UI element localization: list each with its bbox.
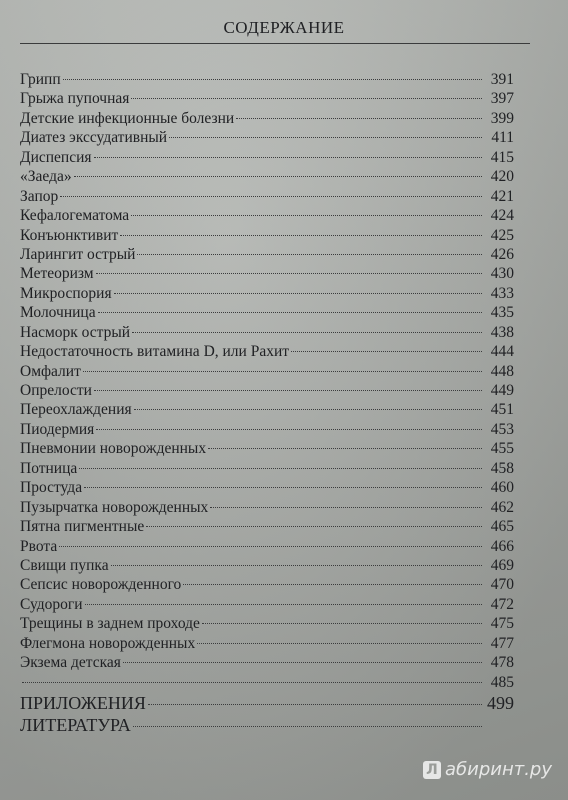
dot-leader xyxy=(183,584,482,585)
toc-entry-page: 438 xyxy=(490,323,514,341)
toc-entry-page: 433 xyxy=(490,284,514,302)
toc-entry xyxy=(20,89,514,108)
toc-entry-title: Экзема детская xyxy=(20,654,121,672)
dot-leader xyxy=(123,662,482,663)
dot-leader xyxy=(83,371,482,372)
toc-entry-title: Свищи пупка xyxy=(20,556,109,574)
toc-entry xyxy=(20,517,514,536)
toc-entry xyxy=(20,70,514,89)
toc-entry-title: Диатез экссудативный xyxy=(20,129,168,147)
dot-leader xyxy=(146,526,482,527)
toc-entry-page: 478 xyxy=(490,654,514,672)
toc-entry-title: Кефалогематома xyxy=(20,207,130,225)
toc-entry-page: 453 xyxy=(490,420,514,438)
toc-entry-page: 435 xyxy=(490,304,514,322)
toc-entry-page: 462 xyxy=(490,498,514,516)
dot-leader xyxy=(114,293,482,294)
dot-leader xyxy=(79,468,482,469)
toc-entry xyxy=(20,226,514,245)
toc-entry-page: 475 xyxy=(490,615,514,633)
toc-entry xyxy=(20,498,514,517)
toc-entry xyxy=(20,362,514,381)
toc-entry-page: 448 xyxy=(490,362,514,380)
toc-entry-title: Потница xyxy=(20,459,78,477)
toc-entry-title: Простуда xyxy=(20,479,83,497)
toc-entry-page: 430 xyxy=(490,265,514,283)
dot-leader xyxy=(94,390,482,391)
toc-entry-title: Пятна пигментные xyxy=(20,518,145,536)
toc-entry xyxy=(20,420,514,439)
dot-leader xyxy=(22,682,482,683)
toc-entry-title: Переохлаждения xyxy=(20,401,132,419)
toc-entry-title: Грипп xyxy=(20,71,61,88)
toc-entry-title: Грыжа пупочная xyxy=(20,90,130,108)
dot-leader xyxy=(96,429,482,430)
dot-leader xyxy=(148,704,482,705)
dot-leader xyxy=(96,273,482,274)
dot-leader xyxy=(132,332,482,333)
labirint-logo-icon: Л xyxy=(423,761,441,779)
dot-leader xyxy=(74,176,482,177)
toc-entry-page: 460 xyxy=(490,479,514,497)
toc-entry xyxy=(20,109,514,128)
toc-entry xyxy=(20,714,514,736)
toc-entry-title: ЛИТЕРАТУРА xyxy=(20,715,131,735)
toc-entry-page: 455 xyxy=(490,440,514,458)
toc-entry xyxy=(20,692,514,714)
dot-leader xyxy=(133,726,482,727)
toc-entry xyxy=(20,400,514,419)
toc-entry xyxy=(20,187,514,206)
toc-entry-title: Конъюнктивит xyxy=(20,226,119,244)
toc-entry-page: 499 xyxy=(487,693,514,713)
toc-entry xyxy=(20,478,514,497)
header-rule xyxy=(20,43,530,44)
toc-entry-page: 415 xyxy=(490,148,514,166)
toc-entry xyxy=(20,614,514,633)
toc-entry xyxy=(20,575,514,594)
dot-leader xyxy=(131,98,482,99)
dot-leader xyxy=(197,643,482,644)
dot-leader xyxy=(60,196,482,197)
toc-entry xyxy=(20,303,514,322)
toc-entry xyxy=(20,284,514,303)
toc-entry xyxy=(20,439,514,458)
dot-leader xyxy=(63,79,482,80)
toc-entry xyxy=(20,459,514,478)
toc-entry-page: 477 xyxy=(490,634,514,652)
toc-entry-title: Пиодермия xyxy=(20,420,95,438)
dot-leader xyxy=(59,546,482,547)
page-title: СОДЕРЖАНИЕ xyxy=(223,18,345,37)
toc-entry xyxy=(20,634,514,653)
toc-entry xyxy=(20,167,514,186)
toc-entry-title: Флегмона новорожденных xyxy=(20,634,196,652)
toc-entry-page: 444 xyxy=(490,343,514,361)
toc-entry-page: 469 xyxy=(490,556,514,574)
watermark-text: абиринт.ру xyxy=(444,759,552,780)
toc-entry-page: 458 xyxy=(490,459,514,477)
toc-entry-page: 424 xyxy=(490,207,514,225)
dot-leader xyxy=(208,448,482,449)
table-of-contents xyxy=(20,70,514,736)
toc-entry xyxy=(20,128,514,147)
dot-leader xyxy=(202,623,482,624)
dot-leader xyxy=(85,604,482,605)
toc-entry-title: ПРИЛОЖЕНИЯ xyxy=(20,693,146,713)
toc-entry-title: Насморк острый xyxy=(20,323,131,341)
dot-leader xyxy=(111,565,482,566)
toc-entry-title: Судороги xyxy=(20,595,83,613)
toc-entry-title: Омфалит xyxy=(20,362,81,380)
watermark xyxy=(423,759,552,780)
toc-entry-title: Детские инфекционные болезни xyxy=(20,109,235,127)
dot-leader xyxy=(120,235,482,236)
toc-entry-title: Пневмонии новорожденных xyxy=(20,440,207,458)
toc-entry-title: Ларингит острый xyxy=(20,245,136,263)
toc-entry-page: 399 xyxy=(490,109,514,127)
toc-entry xyxy=(20,595,514,614)
toc-entry-page: 397 xyxy=(490,90,514,108)
toc-entry-title: «Заеда» xyxy=(20,168,72,186)
toc-entry xyxy=(20,342,514,361)
toc-entry-title: Трещины в заднем проходе xyxy=(20,615,200,633)
toc-entry-title: Недостаточность витамина D, или Рахит xyxy=(20,343,290,361)
toc-entry-page: 425 xyxy=(490,226,514,244)
toc-entry xyxy=(20,148,514,167)
toc-entry-page: 485 xyxy=(490,673,514,691)
toc-entry-title: Молочница xyxy=(20,304,96,322)
toc-entry xyxy=(20,381,514,400)
toc-entry xyxy=(20,245,514,264)
toc-entry-page: 465 xyxy=(490,518,514,536)
toc-entry xyxy=(20,206,514,225)
dot-leader xyxy=(236,118,482,119)
dot-leader xyxy=(169,137,482,138)
toc-entry-title: Рвота xyxy=(20,537,58,555)
toc-entry-page: 420 xyxy=(490,168,514,186)
toc-entry-page: 466 xyxy=(490,537,514,555)
toc-entry-title: Сепсис новорожденного xyxy=(20,576,182,594)
toc-entry xyxy=(20,556,514,575)
toc-entry-page: 391 xyxy=(490,71,514,88)
toc-entry xyxy=(20,673,514,692)
toc-entry xyxy=(20,323,514,342)
toc-entry xyxy=(20,653,514,672)
toc-entry-page: 421 xyxy=(490,187,514,205)
toc-entry-title: Опрелости xyxy=(20,382,92,399)
dot-leader xyxy=(137,254,482,255)
toc-entry-page: 449 xyxy=(490,382,514,399)
dot-leader xyxy=(291,351,482,352)
dot-leader xyxy=(134,409,482,410)
toc-entry xyxy=(20,537,514,556)
toc-entry-title: Пузырчатка новорожденных xyxy=(20,498,209,516)
toc-entry-title: Запор xyxy=(20,187,59,205)
toc-entry-page: 472 xyxy=(490,595,514,613)
toc-entry-page: 470 xyxy=(490,576,514,594)
dot-leader xyxy=(98,312,482,313)
dot-leader xyxy=(84,487,482,488)
toc-entry-title: Микроспория xyxy=(20,284,112,302)
toc-entry-title: Метеоризм xyxy=(20,265,94,283)
toc-entry-page: 411 xyxy=(491,129,514,147)
dot-leader xyxy=(210,507,482,508)
toc-entry-page: 451 xyxy=(490,401,514,419)
toc-entry xyxy=(20,264,514,283)
dot-leader xyxy=(131,215,482,216)
dot-leader xyxy=(94,157,482,158)
toc-entry-title: Диспепсия xyxy=(20,148,92,166)
toc-entry-page: 426 xyxy=(490,245,514,263)
